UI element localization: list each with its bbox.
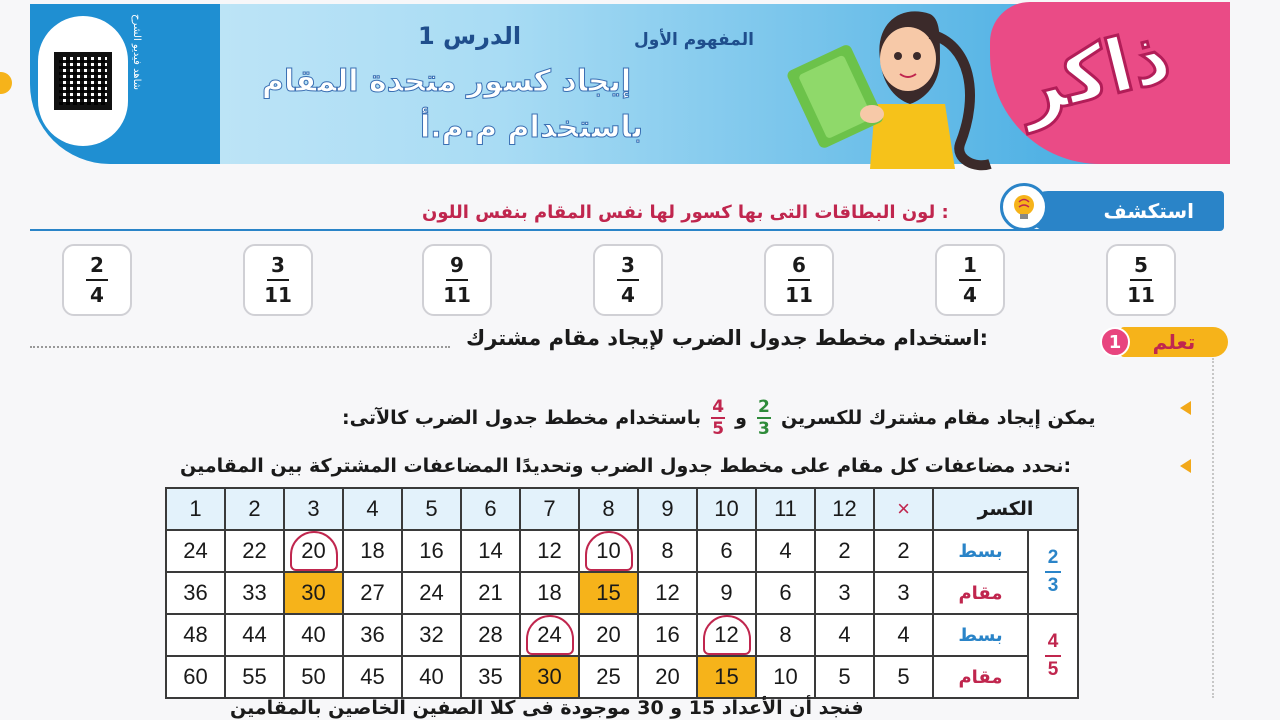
table-cell: 20 [638, 656, 697, 698]
table-cell: 50 [284, 656, 343, 698]
table-cell: 4 [756, 530, 815, 572]
card-denominator: 11 [443, 283, 471, 307]
circled-value: 20 [290, 531, 338, 571]
header-cell: 11 [756, 488, 815, 530]
bullet-arrow-icon [1180, 401, 1191, 415]
lesson-title-line1: إيجاد كسور متحدة المقام [262, 64, 632, 99]
card-denominator: 11 [785, 283, 813, 307]
table-cell: 33 [225, 572, 284, 614]
fraction-numerator: 4 [1047, 631, 1059, 652]
learn-number-badge: 1 [1100, 327, 1130, 357]
frac-a-den: 3 [758, 419, 770, 439]
header-cell: 5 [402, 488, 461, 530]
conclusion-line: فنجد أن الأعداد 15 و 30 موجودة فى كلا الصفين الخاصين بالمقامين [230, 697, 864, 719]
row-base: 3 [874, 572, 933, 614]
table-cell: 60 [166, 656, 225, 698]
table-cell: 6 [697, 530, 756, 572]
fraction-card[interactable] [593, 244, 663, 316]
header-cell: 10 [697, 488, 756, 530]
card-numerator: 3 [621, 253, 635, 277]
explore-label: استكشف [1028, 191, 1224, 231]
table-cell: 8 [638, 530, 697, 572]
table-cell: 18 [343, 530, 402, 572]
row-fraction [1028, 530, 1078, 614]
table-cell: 14 [461, 530, 520, 572]
qr-code-icon[interactable] [54, 52, 112, 110]
fraction-header: الكسر [933, 488, 1078, 530]
lesson-number: الدرس 1 [418, 22, 522, 50]
table-cell: 10 [756, 656, 815, 698]
fraction-card[interactable] [62, 244, 132, 316]
table-cell: 15 [579, 572, 638, 614]
circled-value: 24 [526, 615, 574, 655]
denominator-label: مقام [933, 572, 1028, 614]
learn-title: استخدام مخطط جدول الضرب لإيجاد مقام مشترك: [466, 326, 989, 350]
numerator-label: بسط [933, 530, 1028, 572]
multiplication-table [165, 487, 1079, 699]
table-cell [697, 614, 756, 656]
qr-caption: شاهد فيديو الشرح [131, 14, 142, 91]
header-cell: 2 [225, 488, 284, 530]
table-cell: 40 [402, 656, 461, 698]
circled-value: 10 [585, 531, 633, 571]
lesson-title-line2: باستخدام م.م.أ [420, 110, 643, 145]
table-cell: 12 [638, 572, 697, 614]
table-cell: 35 [461, 656, 520, 698]
table-cell: 24 [166, 530, 225, 572]
line1-end: باستخدام مخطط جدول الضرب كالآتى: [342, 407, 702, 429]
table-header-row [166, 488, 1078, 530]
fraction-display [1029, 631, 1077, 681]
table-cell: 32 [402, 614, 461, 656]
row-base: 2 [874, 530, 933, 572]
header-cell: 8 [579, 488, 638, 530]
line1-start: يمكن إيجاد مقام مشترك للكسرين [780, 407, 1096, 429]
table-cell: 27 [343, 572, 402, 614]
denominator-label: مقام [933, 656, 1028, 698]
fraction-four-fifths [711, 398, 725, 438]
card-fraction-bar [617, 279, 639, 281]
fraction-card[interactable] [1106, 244, 1176, 316]
table-cell: 30 [520, 656, 579, 698]
card-fraction-bar [1130, 279, 1152, 281]
table-cell: 44 [225, 614, 284, 656]
table-cell: 15 [697, 656, 756, 698]
row-base: 5 [874, 656, 933, 698]
qr-code-holder[interactable] [38, 16, 128, 146]
concept-label: المفهوم الأول [634, 30, 754, 50]
table-row [166, 572, 1078, 614]
fraction-card[interactable] [422, 244, 492, 316]
table-cell: 36 [166, 572, 225, 614]
fraction-bar [1045, 655, 1061, 657]
frac-b-num: 4 [712, 397, 725, 417]
header-cell: 1 [166, 488, 225, 530]
table-cell: 48 [166, 614, 225, 656]
table-cell: 40 [284, 614, 343, 656]
card-denominator: 11 [264, 283, 292, 307]
table-cell: 21 [461, 572, 520, 614]
frac-a-num: 2 [758, 397, 770, 417]
fraction-two-thirds [757, 398, 771, 438]
header-cell: 7 [520, 488, 579, 530]
explore-instruction: لون البطاقات التى بها كسور لها نفس المقام بنفس اللون : [422, 202, 949, 223]
table-cell: 18 [520, 572, 579, 614]
table-cell [579, 530, 638, 572]
card-fraction-bar [267, 279, 289, 281]
table-cell: 25 [579, 656, 638, 698]
header-cell: 9 [638, 488, 697, 530]
row-base: 4 [874, 614, 933, 656]
table-cell [284, 530, 343, 572]
table-cell: 16 [638, 614, 697, 656]
circled-value: 12 [703, 615, 751, 655]
table-cell: 3 [815, 572, 874, 614]
table-row [166, 614, 1078, 656]
fraction-denominator: 5 [1047, 659, 1059, 680]
card-denominator: 11 [1127, 283, 1155, 307]
card-fraction-bar [446, 279, 468, 281]
card-denominator: 4 [963, 283, 977, 307]
table-cell: 24 [402, 572, 461, 614]
table-cell: 6 [756, 572, 815, 614]
table-cell: 30 [284, 572, 343, 614]
row-fraction [1028, 614, 1078, 698]
table-cell: 36 [343, 614, 402, 656]
fraction-bar [1045, 571, 1061, 573]
bullet-arrow-icon [1180, 459, 1191, 473]
card-numerator: 5 [1134, 253, 1148, 277]
card-fraction-bar [86, 279, 108, 281]
table-cell: 2 [815, 530, 874, 572]
table-row [166, 530, 1078, 572]
table-cell: 12 [520, 530, 579, 572]
header-cell: 6 [461, 488, 520, 530]
card-fraction-bar [788, 279, 810, 281]
card-numerator: 6 [792, 253, 806, 277]
header-cell: 3 [284, 488, 343, 530]
header-cell: 4 [343, 488, 402, 530]
table-cell: 5 [815, 656, 874, 698]
fraction-numerator: 2 [1047, 547, 1059, 568]
fraction-card[interactable] [935, 244, 1005, 316]
table-cell: 4 [815, 614, 874, 656]
card-numerator: 3 [271, 253, 285, 277]
fraction-denominator: 3 [1047, 575, 1059, 596]
table-row [166, 656, 1078, 698]
card-numerator: 9 [450, 253, 464, 277]
title-dotted-line [30, 346, 450, 348]
table-cell: 9 [697, 572, 756, 614]
card-denominator: 4 [90, 283, 104, 307]
fraction-display [1029, 547, 1077, 597]
table-cell: 28 [461, 614, 520, 656]
brand-logo: ذاكر [1009, 12, 1179, 134]
table-cell: 20 [579, 614, 638, 656]
brain-bulb-icon [1000, 183, 1048, 231]
card-fraction-bar [959, 279, 981, 281]
and-word: و [735, 407, 747, 429]
table-cell: 22 [225, 530, 284, 572]
explanation-line-2: نحدد مضاعفات كل مقام على مخطط جدول الضرب وتحديدًا المضاعفات المشتركة بين المقامين: [180, 455, 1072, 477]
girl-reading-illustration-icon [780, 4, 1020, 174]
explanation-line-1 [342, 398, 1096, 438]
card-numerator: 2 [90, 253, 104, 277]
table-cell: 8 [756, 614, 815, 656]
fraction-card[interactable] [764, 244, 834, 316]
table-cell [520, 614, 579, 656]
table-cell: 45 [343, 656, 402, 698]
learn-label: تعلم [1120, 327, 1228, 357]
header-cell: 12 [815, 488, 874, 530]
frac-b-den: 5 [712, 419, 725, 439]
margin-dotted-line [1212, 358, 1214, 698]
fraction-card[interactable] [243, 244, 313, 316]
card-denominator: 4 [621, 283, 635, 307]
table-cell: 16 [402, 530, 461, 572]
card-numerator: 1 [963, 253, 977, 277]
numerator-label: بسط [933, 614, 1028, 656]
table-cell: 55 [225, 656, 284, 698]
times-symbol: × [874, 488, 933, 530]
